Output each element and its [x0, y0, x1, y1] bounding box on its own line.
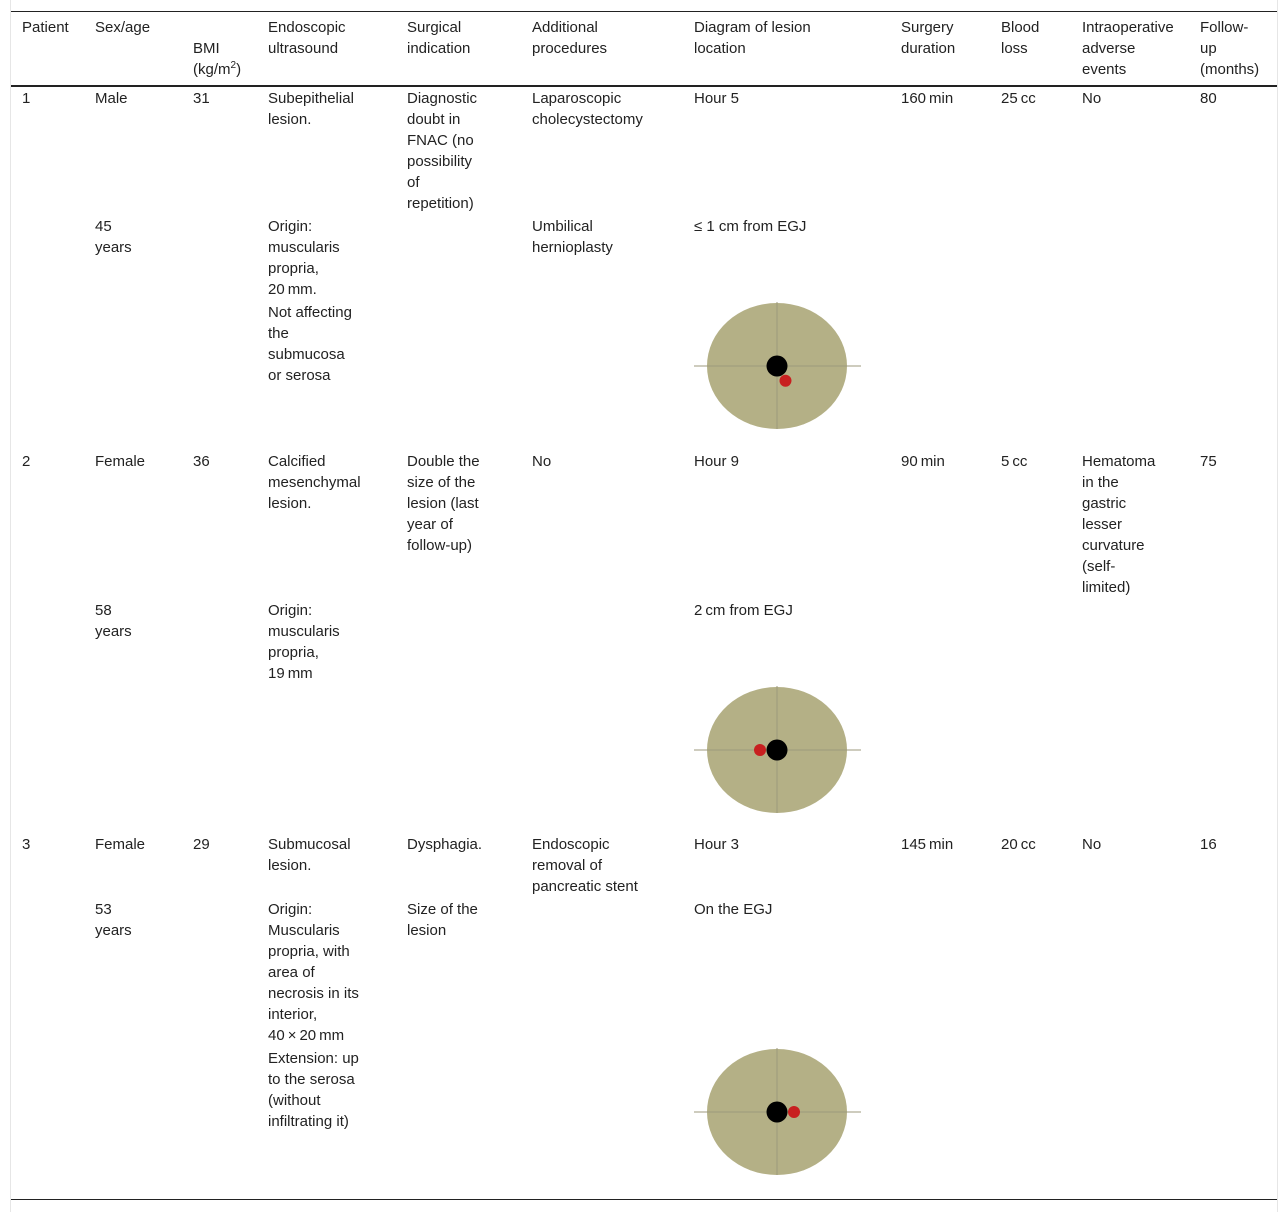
cell-blood-loss: 5 cc: [1001, 453, 1028, 470]
cell-age: 53 years: [95, 901, 132, 939]
cell-location-hour: Hour 5: [694, 90, 740, 107]
header-bmi-label: BMI: [193, 40, 220, 57]
table-bottom-rule: [11, 1199, 1277, 1200]
header-bmi-unit-close: ): [236, 61, 242, 78]
header-indication: Surgical indication: [407, 19, 471, 57]
header-adverse: Intraoperative adverse events: [1082, 19, 1174, 78]
cell-location-hour: Hour 9: [694, 453, 740, 470]
cell-additional: Laparoscopic cholecystectomy: [532, 90, 643, 128]
header-bmi: [193, 17, 241, 80]
cell-followup: 16: [1200, 836, 1217, 853]
header-sex-age: Sex/age: [95, 19, 151, 36]
results-table: [10, 0, 1278, 1212]
header-followup: Follow- up (months): [1200, 19, 1260, 78]
egj-marker: [767, 740, 788, 761]
lesion-location-diagram: [694, 1044, 864, 1175]
cell-bmi: 31: [193, 90, 210, 107]
cell-followup: 80: [1200, 90, 1217, 107]
header-additional: Additional procedures: [532, 19, 608, 57]
cell-followup: 75: [1200, 453, 1217, 470]
cell-duration: 145 min: [901, 836, 954, 853]
cell-indication-2: Size of the lesion: [407, 901, 478, 939]
header-bottom-rule: [11, 85, 1277, 87]
lesion-location-diagram: [694, 682, 864, 813]
lesion-marker: [780, 375, 792, 387]
cell-additional: Endoscopic removal of pancreatic stent: [532, 836, 638, 895]
cell-eus-origin: Origin: muscularis propria, 19 mm: [268, 602, 340, 682]
cell-location-distance: 2 cm from EGJ: [694, 602, 793, 619]
header-diagram: Diagram of lesion location: [694, 19, 811, 57]
cell-location-hour: Hour 3: [694, 836, 740, 853]
header-duration: Surgery duration: [901, 19, 956, 57]
cell-duration: 90 min: [901, 453, 945, 470]
cell-blood-loss: 20 cc: [1001, 836, 1036, 853]
cell-location-distance: On the EGJ: [694, 901, 773, 918]
cell-age: 45 years: [95, 218, 132, 256]
cell-eus-extension: Extension: up to the serosa (without infiltrating it): [268, 1050, 359, 1130]
header-eus: Endoscopic ultrasound: [268, 19, 346, 57]
cell-duration: 160 min: [901, 90, 954, 107]
cell-indication: Dysphagia.: [407, 836, 483, 853]
header-bmi-exponent: 2: [230, 60, 237, 71]
egj-marker: [767, 356, 788, 377]
egj-marker: [767, 1102, 788, 1123]
cell-indication: Diagnostic doubt in FNAC (no possibility of repetition): [407, 90, 478, 212]
cell-eus-extension: Not affecting the submucosa or serosa: [268, 304, 352, 384]
lesion-marker: [754, 744, 766, 756]
header-blood: Blood loss: [1001, 19, 1040, 57]
cell-eus-finding: Submucosal lesion.: [268, 836, 351, 874]
lesion-marker: [788, 1106, 800, 1118]
cell-sex: Female: [95, 836, 146, 853]
cell-additional-2: Umbilical hernioplasty: [532, 218, 613, 256]
cell-bmi: 36: [193, 453, 210, 470]
cell-bmi: 29: [193, 836, 210, 853]
table-top-rule: [11, 11, 1277, 12]
cell-indication: Double the size of the lesion (last year of follow-up): [407, 453, 480, 554]
cell-sex: Female: [95, 453, 146, 470]
cell-additional: No: [532, 453, 552, 470]
lesion-location-diagram: [694, 298, 864, 429]
cell-blood-loss: 25 cc: [1001, 90, 1036, 107]
cell-sex: Male: [95, 90, 128, 107]
cell-patient: 2: [22, 453, 31, 470]
cell-eus-origin: Origin: muscularis propria, 20 mm.: [268, 218, 340, 298]
cell-eus-origin: Origin: Muscularis propria, with area of necrosis in its interior, 40 × 20 mm: [268, 901, 359, 1044]
header-patient: Patient: [22, 19, 69, 36]
cell-location-distance: ≤ 1 cm from EGJ: [694, 218, 807, 235]
cell-adverse-events: No: [1082, 90, 1102, 107]
header-bmi-unit: (kg/m: [193, 61, 231, 78]
cell-adverse-events: No: [1082, 836, 1102, 853]
cell-age: 58 years: [95, 602, 132, 640]
cell-eus-finding: Subepithelial lesion.: [268, 90, 354, 128]
cell-patient: 1: [22, 90, 31, 107]
cell-eus-finding: Calcified mesenchymal lesion.: [268, 453, 361, 512]
cell-patient: 3: [22, 836, 31, 853]
cell-adverse-events: Hematoma in the gastric lesser curvature (self- limited): [1082, 453, 1156, 596]
